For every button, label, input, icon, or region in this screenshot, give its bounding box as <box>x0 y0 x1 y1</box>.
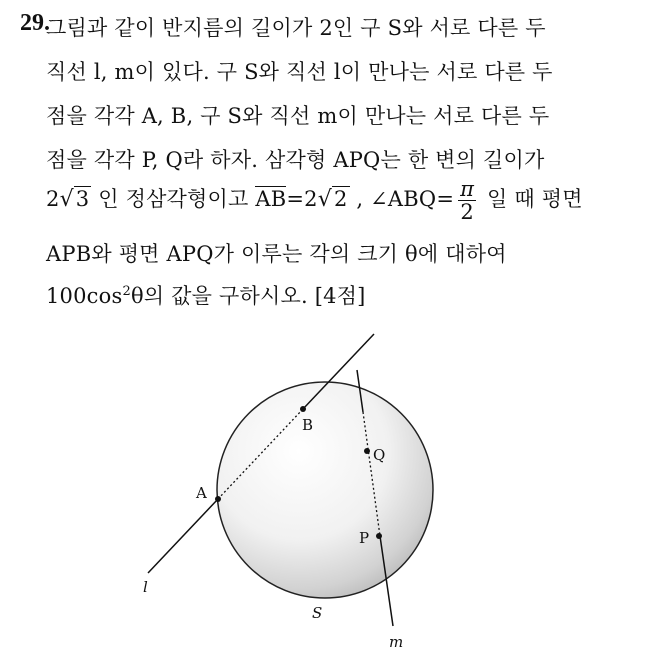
segment-ab: AB <box>255 187 287 211</box>
problem-line-2: 직선 l, m이 있다. 구 S와 직선 l이 만나는 서로 다른 두 <box>46 60 553 84</box>
problem-number: 29. <box>20 10 50 36</box>
line5-text-c: , ∠ABQ= <box>349 187 455 211</box>
sphere-s <box>217 382 433 598</box>
cos-exponent: 2 <box>122 284 131 299</box>
cos-term: 100cos <box>46 284 123 308</box>
label-q: Q <box>373 446 386 464</box>
point-b <box>300 406 306 412</box>
line-l-lower <box>148 499 218 573</box>
label-p: P <box>359 529 370 547</box>
point-p <box>376 533 382 539</box>
label-a: A <box>196 484 207 502</box>
sqrt-3: √3 <box>59 187 90 212</box>
line5-eq: =2 <box>286 187 318 211</box>
line5-text-b: 인 정삼각형이고 <box>91 187 256 211</box>
problem-line-1: 그림과 같이 반지름의 길이가 2인 구 S와 서로 다른 두 <box>46 16 546 40</box>
side-length-coef: 2 <box>46 187 60 211</box>
point-q <box>364 448 370 454</box>
problem-line-3: 점을 각각 A, B, 구 S와 직선 m이 만나는 서로 다른 두 <box>46 104 550 128</box>
label-b: B <box>302 416 314 434</box>
line5-text-d: 일 때 평면 <box>480 187 583 211</box>
fraction-pi-over-2: $\frac{\pi}{2}$ <box>460 177 475 224</box>
point-a <box>215 496 221 502</box>
problem-line-4: 점을 각각 P, Q라 하자. 삼각형 APQ는 한 변의 길이가 <box>46 148 545 172</box>
problem-line-6: APB와 평면 APQ가 이루는 각의 크기 θ에 대하여 <box>46 242 507 266</box>
label-l: l <box>143 578 148 596</box>
label-s: S <box>312 604 323 622</box>
label-m: m <box>389 633 404 651</box>
sqrt-2: √2 <box>317 187 348 212</box>
line7-text-b: θ의 값을 구하시오. [4점] <box>130 284 366 308</box>
